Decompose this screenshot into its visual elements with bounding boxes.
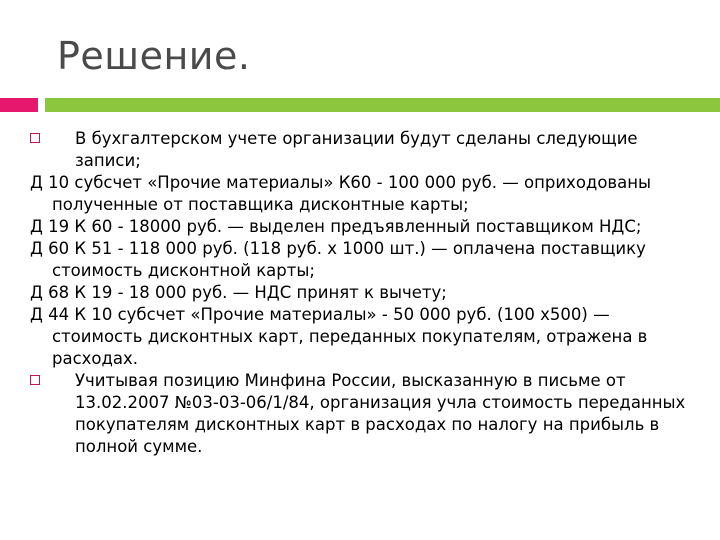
green-accent-bar xyxy=(45,98,720,112)
bullet-text-1: В бухгалтерском учете организации будут сделаны следующие записи; xyxy=(75,129,638,170)
entry-1: Д 10 субсчет «Прочие материалы» К60 - 100 000 руб. — оприходованы полученные от поставщика дисконтные карты; xyxy=(30,173,652,214)
slide-body xyxy=(30,128,700,458)
square-bullet-icon xyxy=(30,375,40,385)
entry-2: Д 19 К 60 - 18000 руб. — выделен предъявленный поставщиком НДС; xyxy=(30,217,642,236)
bullet-paragraph-2 xyxy=(30,370,700,458)
entry-5: Д 44 К 10 субсчет «Прочие материалы» - 50 000 руб. (100 х500) — стоимость дисконтных карт, переданных покупателям, отражена в расходах. xyxy=(30,305,648,368)
slide-title: Решение. xyxy=(57,34,251,78)
entry-3: Д 60 К 51 - 118 000 руб. (118 руб. х 1000 шт.) — оплачена поставщику стоимость дисконтной карты; xyxy=(30,239,646,280)
entry-4: Д 68 К 19 - 18 000 руб. — НДС принят к вычету; xyxy=(30,283,447,302)
square-bullet-icon xyxy=(30,133,40,143)
bullet-paragraph-1 xyxy=(30,128,700,172)
pink-accent-bar xyxy=(0,98,38,112)
bullet-text-2: Учитывая позицию Минфина России, высказанную в письме от 13.02.2007 №03-03-06/1/84, организация учла стоимость переданных покупателям дисконтных карт в расходах по налогу на прибыль в полной сумме. xyxy=(75,371,686,456)
